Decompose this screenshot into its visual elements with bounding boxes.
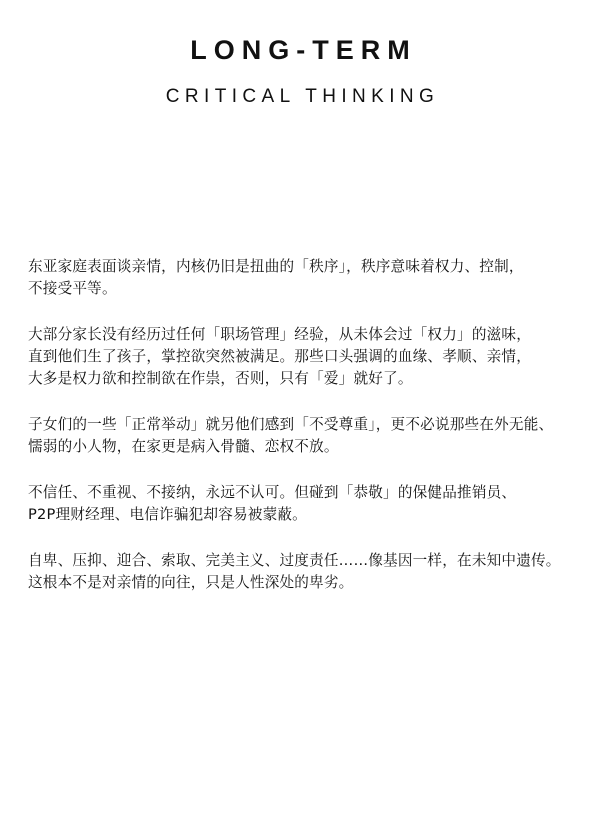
page-title: LONG-TERM <box>190 35 417 65</box>
paragraph-2 <box>28 324 588 390</box>
paragraph-3 <box>28 414 588 458</box>
article-body <box>28 256 588 618</box>
header <box>0 30 600 112</box>
text-line: 懦弱的小人物，在家更是病入骨髓、恋权不放。 <box>28 438 339 455</box>
text-line: 大多是权力欲和控制欲在作祟，否则，只有「爱」就好了。 <box>28 370 413 387</box>
text-line: 这根本不是对亲情的向往，只是人性深处的卑劣。 <box>28 574 354 591</box>
text-line: 不信任、不重视、不接纳，永远不认可。但碰到「恭敬」的保健品推销员、 <box>28 484 517 501</box>
paragraph-1 <box>28 256 588 300</box>
text-line: 东亚家庭表面谈亲情，内核仍旧是扭曲的「秩序」，秩序意味着权力、控制， <box>28 258 524 275</box>
paragraph-4 <box>28 482 588 526</box>
text-line: P2P理财经理、电信诈骗犯却容易被蒙蔽。 <box>28 506 307 523</box>
text-line: 直到他们生了孩子，掌控欲突然被满足。那些口头强调的血缘、孝顺、亲情， <box>28 348 531 365</box>
text-line: 子女们的一些「正常举动」就另他们感到「不受尊重」，更不必说那些在外无能、 <box>28 416 554 433</box>
page-subtitle: CRITICAL THINKING <box>165 86 440 107</box>
paragraph-5 <box>28 550 588 594</box>
text-line: 大部分家长没有经历过任何「职场管理」经验，从未体会过「权力」的滋味， <box>28 326 531 343</box>
text-line: 不接受平等。 <box>28 280 117 297</box>
text-line: 自卑、压抑、迎合、索取、完美主义、过度责任……像基因一样，在未知中遗传。 <box>28 552 561 569</box>
